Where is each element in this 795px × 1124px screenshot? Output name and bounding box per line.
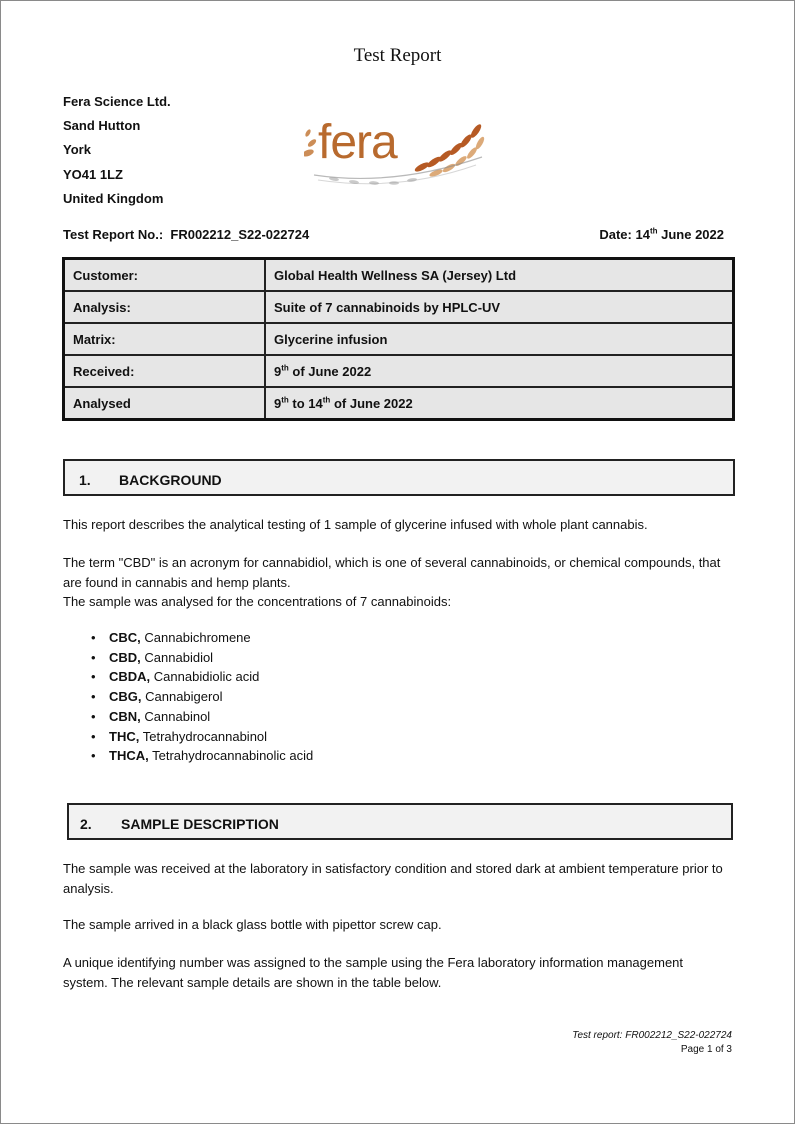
report-date: Date: 14th June 2022 (599, 226, 724, 242)
address-line: York (63, 142, 91, 158)
fera-wheat-logo-icon (304, 113, 489, 193)
logo-text: fera (318, 116, 397, 169)
page-number: Page 1 of 3 (680, 1044, 732, 1055)
cannabinoid-list (89, 628, 313, 766)
analysed-value: 9th to 14th of June 2022 (265, 387, 734, 420)
table-row (64, 387, 734, 420)
customer-label: Customer: (64, 259, 266, 292)
paragraph: The sample was analysed for the concentrations of 7 cannabinoids: (63, 594, 452, 609)
list-item: • CBDA, Cannabidiolic acid (89, 667, 313, 687)
section-heading-sample-description (67, 803, 733, 840)
paragraph: The sample arrived in a black glass bottle with pipettor screw cap. (63, 917, 442, 932)
fera-logo (304, 113, 489, 193)
paragraph: The term "CBD" is an acronym for cannabidiol, which is one of several cannabinoids, or chemical compounds, that are found in cannabis and hemp plants. (63, 555, 721, 590)
page-footer (572, 1029, 732, 1057)
section-title: SAMPLE DESCRIPTION (121, 816, 279, 832)
list-item: • CBG, Cannabigerol (89, 687, 313, 707)
section-title: BACKGROUND (119, 472, 222, 488)
section-number: 2. (80, 816, 92, 832)
table-row (64, 259, 734, 292)
address-line: Sand Hutton (63, 118, 141, 134)
list-item: • THCA, Tetrahydrocannabinolic acid (89, 746, 313, 766)
received-label: Received: (64, 355, 266, 387)
customer-value: Global Health Wellness SA (Jersey) Ltd (265, 259, 734, 292)
address-line: YO41 1LZ (63, 166, 123, 182)
footer-report-reference: Test report: FR002212_S22-022724 (572, 1030, 732, 1041)
table-row (64, 323, 734, 355)
list-item: • CBN, Cannabinol (89, 707, 313, 727)
analysis-label: Analysis: (64, 291, 266, 323)
address-line: United Kingdom (63, 190, 164, 206)
paragraph: A unique identifying number was assigned to the sample using the Fera laboratory information management system. The relevant sample details are shown in the table below. (63, 955, 684, 990)
section-heading-background (63, 459, 735, 496)
list-item: • CBD, Cannabidiol (89, 648, 313, 668)
page-title: Test Report (353, 45, 442, 66)
address-line: Fera Science Ltd. (63, 94, 171, 109)
analysis-value: Suite of 7 cannabinoids by HPLC-UV (265, 291, 734, 323)
paragraph: This report describes the analytical testing of 1 sample of glycerine infused with whole plant cannabis. (63, 517, 648, 532)
table-row (64, 355, 734, 387)
report-number-label: Test Report No.: (63, 227, 164, 242)
received-value: 9th of June 2022 (265, 355, 734, 387)
list-item: • CBC, Cannabichromene (89, 628, 313, 648)
paragraph: The sample was received at the laboratory in satisfactory condition and stored dark at ambient temperature prior to analysis. (63, 861, 723, 896)
report-info-table (62, 257, 735, 421)
analysed-label: Analysed (64, 387, 266, 420)
report-reference-line (63, 227, 724, 242)
address-block (63, 90, 171, 211)
matrix-label: Matrix: (64, 323, 266, 355)
matrix-value: Glycerine infusion (265, 323, 734, 355)
list-item: • THC, Tetrahydrocannabinol (89, 727, 313, 747)
section-number: 1. (79, 472, 91, 488)
table-row (64, 291, 734, 323)
report-number: FR002212_S22-022724 (170, 227, 310, 242)
